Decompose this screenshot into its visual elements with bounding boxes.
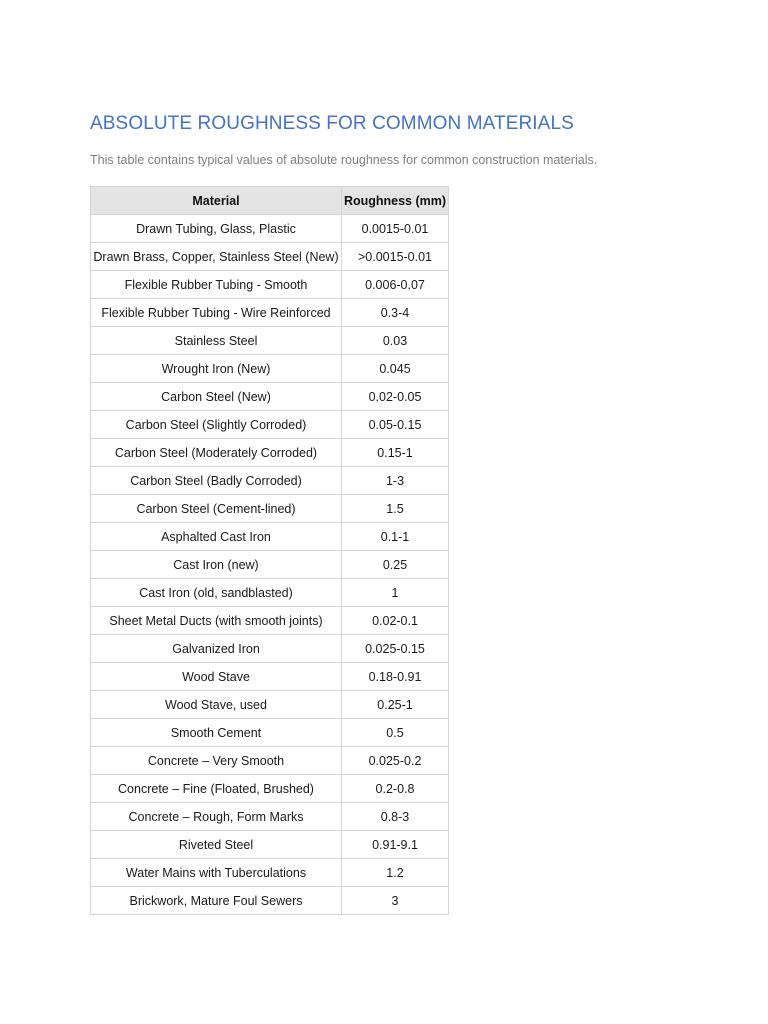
material-cell: Wrought Iron (New) — [91, 355, 342, 383]
material-cell: Wood Stave — [91, 663, 342, 691]
table-row — [91, 831, 449, 859]
material-cell: Carbon Steel (Cement-lined) — [91, 495, 342, 523]
table-row — [91, 691, 449, 719]
material-cell: Riveted Steel — [91, 831, 342, 859]
material-cell: Smooth Cement — [91, 719, 342, 747]
material-cell: Drawn Tubing, Glass, Plastic — [91, 215, 342, 243]
roughness-cell: 0.3-4 — [342, 299, 449, 327]
table-row — [91, 607, 449, 635]
material-cell: Sheet Metal Ducts (with smooth joints) — [91, 607, 342, 635]
table-row — [91, 411, 449, 439]
table-row — [91, 299, 449, 327]
roughness-cell: 1-3 — [342, 467, 449, 495]
material-cell: Galvanized Iron — [91, 635, 342, 663]
table-row — [91, 775, 449, 803]
roughness-cell: 0.8-3 — [342, 803, 449, 831]
roughness-cell: 0.25 — [342, 551, 449, 579]
table-row — [91, 271, 449, 299]
material-cell: Wood Stave, used — [91, 691, 342, 719]
table-row — [91, 719, 449, 747]
roughness-cell: 0.006-0.07 — [342, 271, 449, 299]
roughness-cell: >0.0015-0.01 — [342, 243, 449, 271]
page-title: ABSOLUTE ROUGHNESS FOR COMMON MATERIALS — [90, 113, 574, 134]
roughness-cell: 0.0015-0.01 — [342, 215, 449, 243]
roughness-cell: 0.25-1 — [342, 691, 449, 719]
roughness-cell: 0.02-0.1 — [342, 607, 449, 635]
roughness-cell: 1 — [342, 579, 449, 607]
material-cell: Stainless Steel — [91, 327, 342, 355]
roughness-cell: 0.15-1 — [342, 439, 449, 467]
table-row — [91, 663, 449, 691]
material-cell: Concrete – Rough, Form Marks — [91, 803, 342, 831]
roughness-cell: 0.02-0.05 — [342, 383, 449, 411]
material-cell: Concrete – Fine (Floated, Brushed) — [91, 775, 342, 803]
roughness-cell: 0.5 — [342, 719, 449, 747]
roughness-cell: 0.1-1 — [342, 523, 449, 551]
table-row — [91, 355, 449, 383]
table-header-row — [91, 187, 449, 215]
table-row — [91, 579, 449, 607]
roughness-cell: 0.2-0.8 — [342, 775, 449, 803]
table-row — [91, 859, 449, 887]
table-row — [91, 635, 449, 663]
roughness-cell: 0.045 — [342, 355, 449, 383]
roughness-cell: 0.025-0.2 — [342, 747, 449, 775]
column-header-roughness: Roughness (mm) — [342, 187, 449, 215]
table-row — [91, 383, 449, 411]
roughness-cell: 3 — [342, 887, 449, 915]
roughness-cell: 1.5 — [342, 495, 449, 523]
table-row — [91, 887, 449, 915]
material-cell: Cast Iron (new) — [91, 551, 342, 579]
table-row — [91, 495, 449, 523]
material-cell: Carbon Steel (Slightly Corroded) — [91, 411, 342, 439]
roughness-cell: 0.18-0.91 — [342, 663, 449, 691]
table-row — [91, 747, 449, 775]
roughness-cell: 0.025-0.15 — [342, 635, 449, 663]
material-cell: Asphalted Cast Iron — [91, 523, 342, 551]
page-description: This table contains typical values of absolute roughness for common construction materials. — [90, 153, 598, 167]
table-row — [91, 327, 449, 355]
column-header-material: Material — [91, 187, 342, 215]
table-row — [91, 215, 449, 243]
material-cell: Water Mains with Tuberculations — [91, 859, 342, 887]
material-cell: Brickwork, Mature Foul Sewers — [91, 887, 342, 915]
roughness-cell: 1.2 — [342, 859, 449, 887]
material-cell: Flexible Rubber Tubing - Wire Reinforced — [91, 299, 342, 327]
roughness-cell: 0.05-0.15 — [342, 411, 449, 439]
material-cell: Carbon Steel (Badly Corroded) — [91, 467, 342, 495]
table-row — [91, 803, 449, 831]
roughness-cell: 0.91-9.1 — [342, 831, 449, 859]
material-cell: Cast Iron (old, sandblasted) — [91, 579, 342, 607]
material-cell: Carbon Steel (New) — [91, 383, 342, 411]
table-row — [91, 523, 449, 551]
table-row — [91, 243, 449, 271]
roughness-table — [90, 186, 449, 915]
material-cell: Carbon Steel (Moderately Corroded) — [91, 439, 342, 467]
table-row — [91, 439, 449, 467]
material-cell: Flexible Rubber Tubing - Smooth — [91, 271, 342, 299]
table-row — [91, 551, 449, 579]
table-row — [91, 467, 449, 495]
roughness-cell: 0.03 — [342, 327, 449, 355]
material-cell: Concrete – Very Smooth — [91, 747, 342, 775]
table-body — [91, 215, 449, 915]
material-cell: Drawn Brass, Copper, Stainless Steel (New) — [91, 243, 342, 271]
